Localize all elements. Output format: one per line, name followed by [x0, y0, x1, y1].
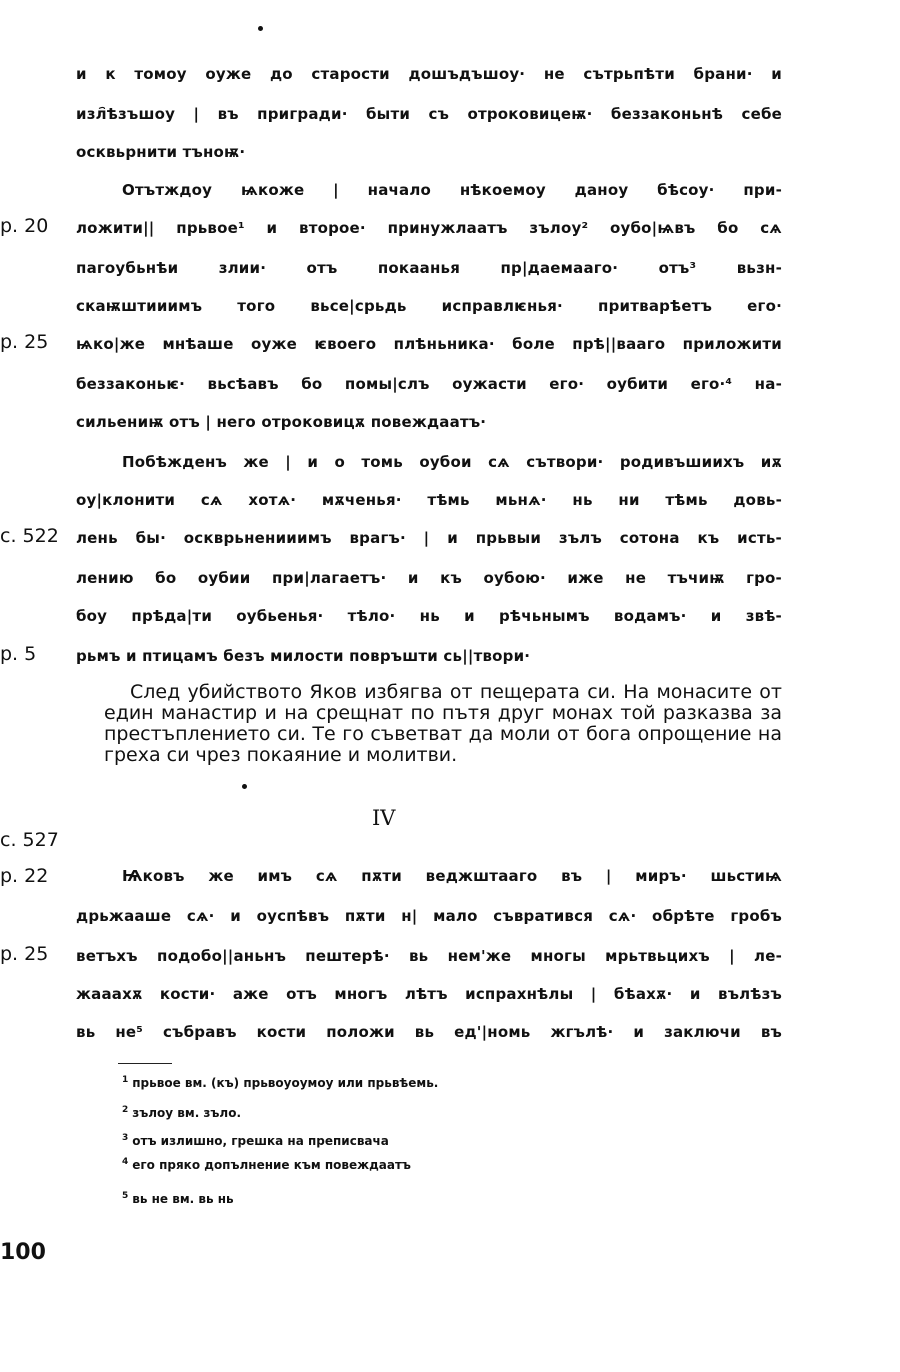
text-line: осквьрнити тъноѭ· — [76, 143, 246, 161]
footnote — [122, 1072, 438, 1091]
section-heading: IV — [372, 806, 396, 830]
footnote — [122, 1154, 411, 1173]
footnote-rule — [118, 1063, 172, 1064]
text-line: жааахѫ кости· аже отъ многъ лѣтъ испрахнѣлы | бѣахѫ· и вълѣзъ — [76, 985, 782, 1003]
text-line: лению бо оубии при|лагаетъ· и къ оубою· иже не тъчиѭ гро- — [76, 569, 782, 587]
text-line: беззаконьѥ· вьсѣавъ бо помы|слъ оужасти его· оубити его·⁴ на- — [76, 375, 782, 393]
text-line: Побѣжденъ же | и о томь оубои сѧ сътвори· родивъшиихъ иѫ — [122, 453, 782, 471]
text-line: ветъхъ подобо||аньнъ пештерѣ· вь нем'же многы мрьтвьцихъ | ле- — [76, 947, 782, 965]
summary-text: След убийството Яков избягва от пещерата си. На монасите от един манастир и на срещнат по пътя друг монах той разказва за престъплението си. Те го съветват да моли от бога опрощение на греха си чрез покаяние и молитви. — [104, 681, 782, 766]
text-line: ѩко|же мнѣаше оуже ѥвоего плѣньника· боле прѣ||вааго приложити — [76, 335, 782, 353]
text-line: Отътждоу ѩкоже | начало нѣкоемоу даноу бѣсоу· при- — [122, 181, 782, 199]
margin-ref: р. 25 — [0, 943, 49, 965]
footnote-text: прьвое вм. (къ) прьвоуоумоу или прьвѣемь. — [132, 1076, 439, 1090]
ink-dot — [242, 784, 247, 789]
margin-ref: р. 20 — [0, 215, 49, 237]
footnote-marker: 1 — [122, 1075, 129, 1085]
text-line: лень бы· оскврьненииимъ врагъ· | и прьвыи зълъ сотона къ исть- — [76, 529, 782, 547]
footnote — [122, 1102, 241, 1121]
text-line: изл҄ѣзъшоу | въ пригради· быти съ отроковицеѭ· беззаконьнѣ себе — [76, 105, 782, 123]
ink-dot — [258, 26, 263, 31]
margin-ref: р. 25 — [0, 331, 49, 353]
margin-ref: с. 527 — [0, 829, 59, 851]
text-line: сильениѭ отъ | него отроковицѫ повеждаатъ· — [76, 413, 487, 431]
footnote-marker: 5 — [122, 1191, 129, 1201]
text-line: вь не⁵ събравъ кости положи вь ед'|номь жгълѣ· и заключи въ — [76, 1023, 782, 1041]
text-line: пагоубьнѣи злии· отъ покаанья пр|даемааго· отъ³ вьзн- — [76, 259, 782, 277]
footnote — [122, 1188, 234, 1207]
text-line: ложити|| прьвое¹ и второе· принужлаатъ зълоу² оубо|ѩвъ бо сѧ — [76, 219, 782, 237]
text-line: рьмъ и птицамъ безъ милости повръшти сь||твори· — [76, 647, 531, 665]
margin-ref: р. 5 — [0, 643, 37, 665]
footnote-marker: 4 — [122, 1157, 129, 1167]
text-line: дрьжааше сѧ· и оуспѣвъ пѫти н| мало съвратився сѧ· обрѣте гробъ — [76, 907, 782, 925]
footnote-text: зълоу вм. зъло. — [132, 1106, 242, 1120]
text-line: боу прѣда|ти оубьенья· тѣло· нь и рѣчьнымъ водамъ· и звѣ- — [76, 607, 782, 625]
margin-ref: р. 22 — [0, 865, 49, 887]
footnote-text: его пряко допълнение към повеждаатъ — [132, 1158, 411, 1172]
text-line: и к томоу оуже до старости дошъдъшоу· не сътрьпѣти брани· и — [76, 65, 782, 83]
margin-ref: с. 522 — [0, 525, 59, 547]
footnote-text: отъ излишно, грешка на преписвача — [132, 1134, 389, 1148]
footnote — [122, 1130, 389, 1149]
text-line: оу|клонити сѧ хотѧ· мѫченья· тѣмь мьнѧ· нь ни тѣмь довь- — [76, 491, 782, 509]
footnote-marker: 2 — [122, 1105, 129, 1115]
page-number: 100 — [0, 1240, 46, 1265]
text-line: скаѭштииимъ того вьсе|срьдь исправлѥнья· притварѣетъ его· — [76, 297, 782, 315]
footnote-marker: 3 — [122, 1133, 129, 1143]
text-line: Ѩковъ же имъ сѧ пѫти веджштааго въ | миръ· шьстиѩ — [122, 867, 782, 885]
summary-paragraph — [104, 682, 782, 766]
footnote-text: вь не вм. вь нь — [132, 1192, 234, 1206]
